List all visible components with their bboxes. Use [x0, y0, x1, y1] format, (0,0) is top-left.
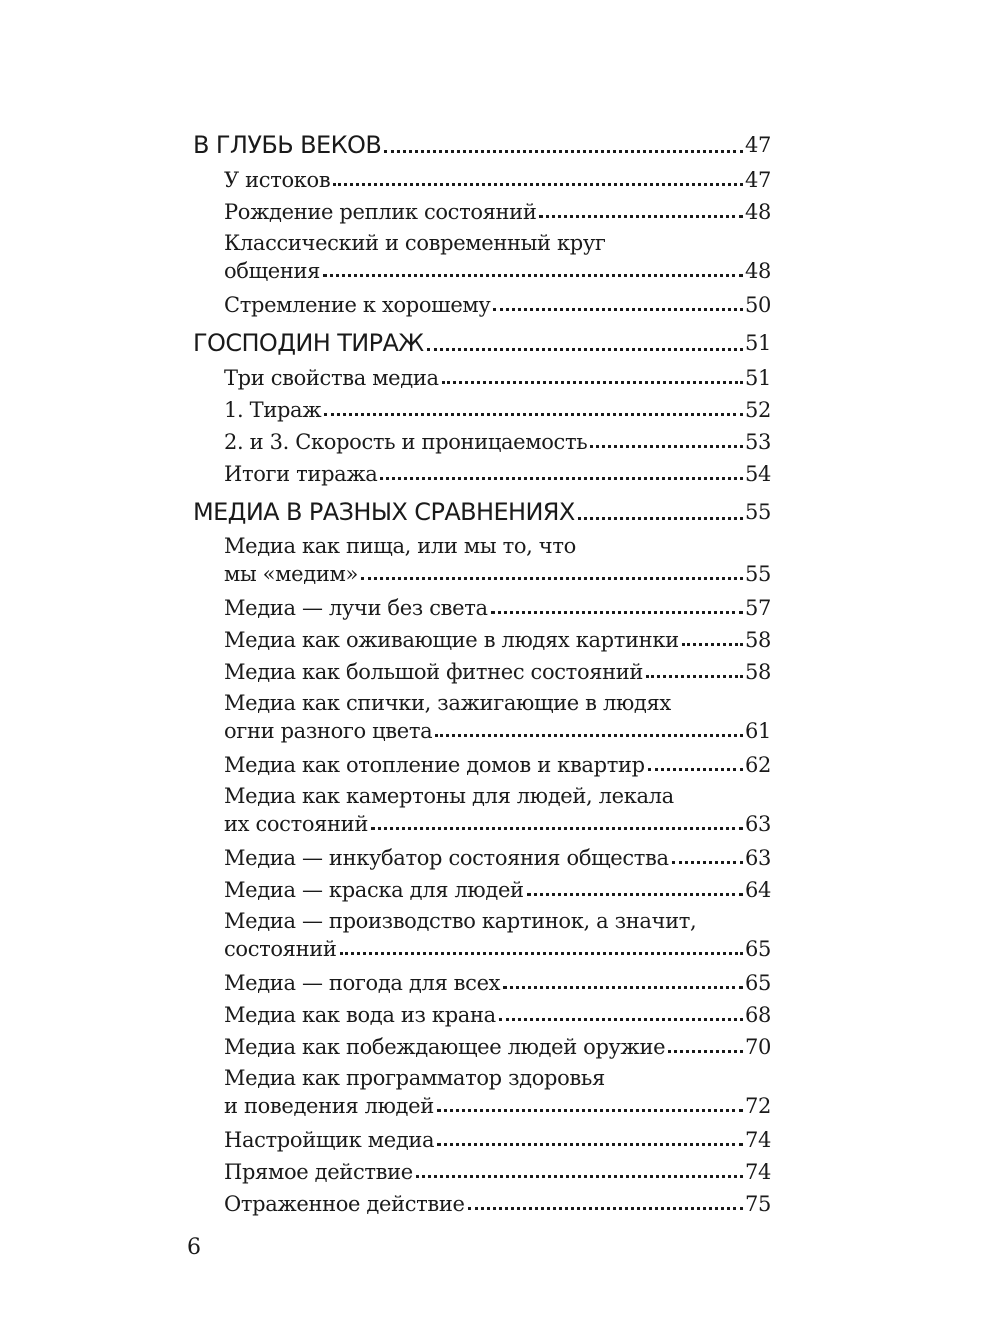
- entry-title: Медиа как оживающие в людях картинки: [224, 628, 679, 652]
- page-number: 74: [744, 1160, 771, 1184]
- toc-entry: [224, 164, 771, 196]
- entry-title: 1. Тираж: [224, 398, 322, 422]
- page-number: 61: [744, 719, 771, 743]
- dot-leader: [435, 734, 743, 737]
- entry-title-line: Медиа как камертоны для людей, лекала: [224, 784, 674, 808]
- page-number: 64: [744, 878, 771, 902]
- page-number: 52: [744, 398, 771, 422]
- dot-leader: [493, 308, 743, 311]
- dot-leader: [340, 952, 743, 955]
- dot-leader: [499, 1018, 743, 1021]
- dot-leader: [437, 1143, 743, 1146]
- dot-leader: [323, 274, 743, 277]
- entry-title-line: Медиа как программатор здоровья: [224, 1066, 605, 1090]
- toc-entry: [224, 1124, 771, 1156]
- entry-title: 2. и 3. Скорость и проницаемость: [224, 430, 588, 454]
- entry-title: Стремление к хорошему: [224, 293, 491, 317]
- page-number: 63: [744, 846, 771, 870]
- dot-leader: [427, 348, 743, 351]
- toc-entry: [224, 228, 771, 289]
- dot-leader: [578, 517, 743, 520]
- toc-section-heading: [193, 126, 771, 164]
- page-number: 58: [744, 628, 771, 652]
- dot-leader: [442, 381, 743, 384]
- page-folio: 6: [187, 1235, 201, 1260]
- entry-title-line: состояний: [224, 937, 337, 961]
- toc-entry: [224, 906, 771, 967]
- page-number: 65: [744, 937, 771, 961]
- toc-entry: [224, 362, 771, 394]
- page-number: 68: [744, 1003, 771, 1027]
- page-number: 47: [744, 133, 771, 157]
- page-number: 63: [744, 812, 771, 836]
- entry-title-line: Медиа как спички, зажигающие в людях: [224, 691, 671, 715]
- page-number: 74: [744, 1128, 771, 1152]
- toc-entry: [224, 1156, 771, 1188]
- dot-leader: [672, 861, 743, 864]
- entry-title: Итоги тиража: [224, 462, 378, 486]
- table-of-contents: [193, 126, 771, 1220]
- entry-title: Рождение реплик состояний: [224, 200, 537, 224]
- dot-leader: [380, 477, 743, 480]
- toc-entry: [224, 688, 771, 749]
- dot-leader: [416, 1175, 743, 1178]
- entry-title-line: Классический и современный круг: [224, 231, 606, 255]
- toc-entry: [224, 1188, 771, 1220]
- section-title: В ГЛУБЬ ВЕКОВ: [193, 131, 382, 159]
- toc-section-heading: [193, 324, 771, 362]
- dot-leader: [646, 675, 743, 678]
- page-number: 75: [744, 1192, 771, 1216]
- entry-title: Три свойства медиа: [224, 366, 439, 390]
- page-number: 72: [744, 1094, 771, 1118]
- entry-title: Медиа как вода из крана: [224, 1003, 496, 1027]
- toc-entry: [224, 842, 771, 874]
- entry-title-line: Медиа — производство картинок, а значит,: [224, 909, 697, 933]
- page-number: 55: [744, 562, 771, 586]
- entry-title: Медиа как побеждающее людей оружие: [224, 1035, 666, 1059]
- toc-entry: [224, 592, 771, 624]
- page-number: 57: [744, 596, 771, 620]
- page-number: 70: [744, 1035, 771, 1059]
- toc-entry: [224, 289, 771, 321]
- toc-entry: [224, 1031, 771, 1063]
- toc-entry: [224, 874, 771, 906]
- toc-entry: [224, 967, 771, 999]
- page-number: 48: [744, 259, 771, 283]
- page-number: 48: [744, 200, 771, 224]
- section-title: ГОСПОДИН ТИРАЖ: [193, 329, 424, 357]
- page-number: 53: [744, 430, 771, 454]
- page-number: 55: [744, 500, 771, 524]
- toc-entry: [224, 999, 771, 1031]
- dot-leader: [437, 1109, 743, 1112]
- entry-title-line: и поведения людей: [224, 1094, 434, 1118]
- page-number: 58: [744, 660, 771, 684]
- toc-entry: [224, 1063, 771, 1124]
- entry-title-line: их состояний: [224, 812, 368, 836]
- dot-leader: [384, 150, 743, 153]
- dot-leader: [648, 768, 743, 771]
- entry-title: Прямое действие: [224, 1160, 413, 1184]
- toc-section-heading: [193, 493, 771, 531]
- page-number: 47: [744, 168, 771, 192]
- page-number: 51: [744, 331, 771, 355]
- dot-leader: [491, 611, 743, 614]
- dot-leader: [468, 1207, 743, 1210]
- dot-leader: [527, 893, 743, 896]
- dot-leader: [539, 215, 743, 218]
- entry-title-line: огни разного цвета: [224, 719, 433, 743]
- toc-entry: [224, 781, 771, 842]
- entry-title: Медиа — инкубатор состояния общества: [224, 846, 669, 870]
- toc-entry: [224, 749, 771, 781]
- page-number: 65: [744, 971, 771, 995]
- entry-title: Медиа как отопление домов и квартир: [224, 753, 645, 777]
- toc-entry: [224, 426, 771, 458]
- page-number: 54: [744, 462, 771, 486]
- entry-title: У истоков: [224, 168, 331, 192]
- dot-leader: [371, 827, 743, 830]
- entry-title-line: общения: [224, 259, 321, 283]
- entry-title: Отраженное действие: [224, 1192, 465, 1216]
- entry-title-line: мы «медим»: [224, 562, 358, 586]
- toc-entry: [224, 624, 771, 656]
- entry-title: Медиа — лучи без света: [224, 596, 488, 620]
- entry-title-line: Медиа как пища, или мы то, что: [224, 534, 576, 558]
- dot-leader: [682, 643, 743, 646]
- dot-leader: [590, 445, 743, 448]
- dot-leader: [324, 413, 743, 416]
- entry-title: Настройщик медиа: [224, 1128, 435, 1152]
- dot-leader: [503, 986, 743, 989]
- dot-leader: [333, 183, 743, 186]
- page-number: 51: [744, 366, 771, 390]
- toc-entry: [224, 458, 771, 490]
- dot-leader: [668, 1050, 743, 1053]
- toc-entry: [224, 656, 771, 688]
- toc-entry: [224, 196, 771, 228]
- section-title: МЕДИА В РАЗНЫХ СРАВНЕНИЯХ: [193, 498, 575, 526]
- dot-leader: [361, 577, 743, 580]
- entry-title: Медиа как большой фитнес состояний: [224, 660, 644, 684]
- entry-title: Медиа — погода для всех: [224, 971, 501, 995]
- page-number: 62: [744, 753, 771, 777]
- toc-entry: [224, 531, 771, 592]
- toc-entry: [224, 394, 771, 426]
- entry-title: Медиа — краска для людей: [224, 878, 524, 902]
- page-number: 50: [744, 293, 771, 317]
